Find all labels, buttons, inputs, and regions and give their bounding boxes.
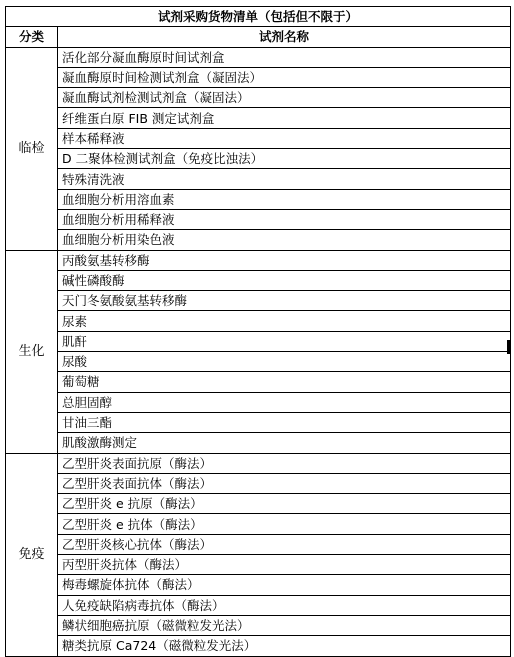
table-row bbox=[6, 372, 511, 392]
reagent-name-cell: 天门冬氨酸氨基转移酶 bbox=[58, 291, 511, 311]
reagent-name-cell: 尿酸 bbox=[58, 352, 511, 372]
reagent-name-cell: 血细胞分析用溶血素 bbox=[58, 189, 511, 209]
reagent-name-cell: 乙型肝炎表面抗原（酶法） bbox=[58, 453, 511, 473]
table-title: 试剂采购货物清单（包括但不限于） bbox=[6, 7, 511, 27]
name-header: 试剂名称 bbox=[58, 27, 511, 47]
header-row bbox=[6, 27, 511, 47]
reagent-name-cell: 丙型肝炎抗体（酶法） bbox=[58, 555, 511, 575]
reagent-name-cell: 人免疫缺陷病毒抗体（酶法） bbox=[58, 595, 511, 615]
table-row bbox=[6, 555, 511, 575]
table-row bbox=[6, 331, 511, 351]
table-row bbox=[6, 352, 511, 372]
reagent-name-cell: 总胆固醇 bbox=[58, 392, 511, 412]
reagent-purchase-sheet bbox=[5, 6, 510, 657]
table-row bbox=[6, 615, 511, 635]
table-row bbox=[6, 149, 511, 169]
table-row bbox=[6, 514, 511, 534]
table-row bbox=[6, 67, 511, 87]
table-row bbox=[6, 453, 511, 473]
table-row bbox=[6, 128, 511, 148]
edge-marker bbox=[507, 340, 510, 354]
reagent-name-cell: 血细胞分析用染色液 bbox=[58, 230, 511, 250]
reagent-name-cell: 纤维蛋白原 FIB 测定试剂盒 bbox=[58, 108, 511, 128]
reagent-name-cell: 乙型肝炎核心抗体（酶法） bbox=[58, 534, 511, 554]
reagent-table bbox=[5, 6, 511, 657]
reagent-name-cell: 鳞状细胞癌抗原（磁微粒发光法） bbox=[58, 615, 511, 635]
table-row bbox=[6, 209, 511, 229]
table-row bbox=[6, 270, 511, 290]
reagent-name-cell: 肌酐 bbox=[58, 331, 511, 351]
table-row bbox=[6, 250, 511, 270]
reagent-name-cell: 凝血酶原时间检测试剂盒（凝固法） bbox=[58, 67, 511, 87]
reagent-name-cell: D 二聚体检测试剂盒（免疫比浊法） bbox=[58, 149, 511, 169]
table-row bbox=[6, 494, 511, 514]
reagent-name-cell: 肌酸激酶测定 bbox=[58, 433, 511, 453]
reagent-name-cell: 凝血酶试剂检测试剂盒（凝固法） bbox=[58, 88, 511, 108]
category-cell: 生化 bbox=[6, 250, 58, 453]
table-row bbox=[6, 636, 511, 656]
table-row bbox=[6, 108, 511, 128]
table-row bbox=[6, 473, 511, 493]
category-header: 分类 bbox=[6, 27, 58, 47]
reagent-name-cell: 样本稀释液 bbox=[58, 128, 511, 148]
table-row bbox=[6, 575, 511, 595]
table-row bbox=[6, 230, 511, 250]
reagent-name-cell: 活化部分凝血酶原时间试剂盒 bbox=[58, 47, 511, 67]
table-row bbox=[6, 88, 511, 108]
reagent-name-cell: 血细胞分析用稀释液 bbox=[58, 209, 511, 229]
table-row bbox=[6, 534, 511, 554]
table-body bbox=[6, 47, 511, 656]
reagent-name-cell: 特殊清洗液 bbox=[58, 169, 511, 189]
reagent-name-cell: 尿素 bbox=[58, 311, 511, 331]
table-row bbox=[6, 169, 511, 189]
reagent-name-cell: 丙酸氨基转移酶 bbox=[58, 250, 511, 270]
category-cell: 免疫 bbox=[6, 453, 58, 656]
reagent-name-cell: 乙型肝炎表面抗体（酶法） bbox=[58, 473, 511, 493]
reagent-name-cell: 乙型肝炎 e 抗体（酶法） bbox=[58, 514, 511, 534]
category-cell: 临检 bbox=[6, 47, 58, 250]
table-row bbox=[6, 595, 511, 615]
reagent-name-cell: 梅毒螺旋体抗体（酶法） bbox=[58, 575, 511, 595]
reagent-name-cell: 乙型肝炎 e 抗原（酶法） bbox=[58, 494, 511, 514]
table-row bbox=[6, 412, 511, 432]
reagent-name-cell: 甘油三酯 bbox=[58, 412, 511, 432]
table-row bbox=[6, 311, 511, 331]
title-row bbox=[6, 7, 511, 27]
table-row bbox=[6, 291, 511, 311]
table-row bbox=[6, 189, 511, 209]
reagent-name-cell: 碱性磷酸酶 bbox=[58, 270, 511, 290]
reagent-name-cell: 葡萄糖 bbox=[58, 372, 511, 392]
table-row bbox=[6, 392, 511, 412]
table-row bbox=[6, 433, 511, 453]
table-row bbox=[6, 47, 511, 67]
reagent-name-cell: 糖类抗原 Ca724（磁微粒发光法） bbox=[58, 636, 511, 656]
